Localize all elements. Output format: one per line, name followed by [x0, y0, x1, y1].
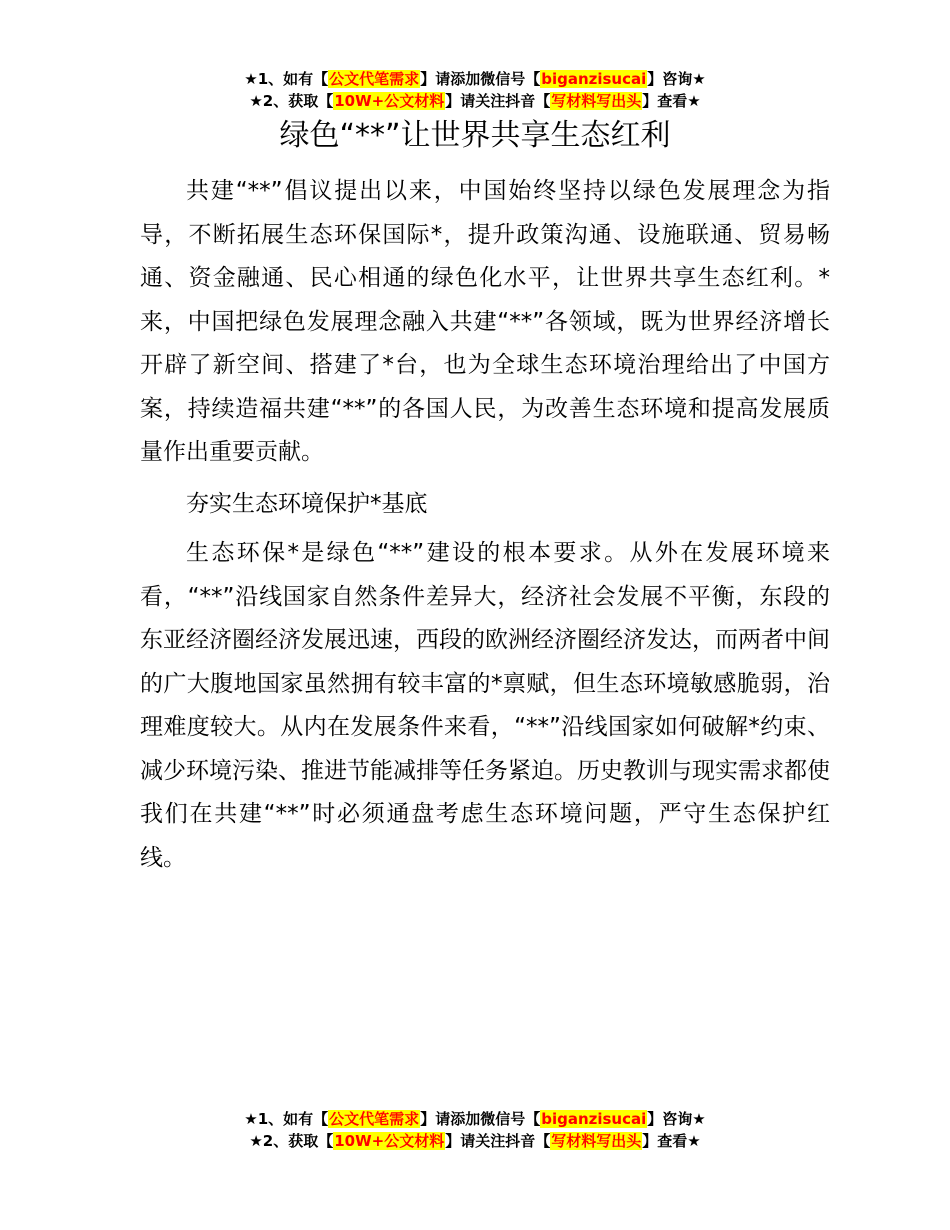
banner-line-2	[0, 90, 950, 112]
highlight-text: biganzisucai	[541, 1110, 647, 1128]
highlight-text: 公文代笔需求	[329, 70, 420, 88]
highlight-text: 写材料写出头	[551, 92, 642, 110]
banner-text: ★1、如有【	[244, 70, 329, 88]
banner-line-1	[0, 1108, 950, 1130]
banner-line-2	[0, 1130, 950, 1152]
footer-banner	[0, 1108, 950, 1152]
banner-text: 】请添加微信号【	[420, 1110, 541, 1128]
banner-text: 】请关注抖音【	[445, 92, 551, 110]
highlight-text: 10W+公文材料	[334, 92, 445, 110]
banner-text: 】查看★	[642, 92, 701, 110]
highlight-text: 公文代笔需求	[329, 1110, 420, 1128]
banner-text: ★1、如有【	[244, 1110, 329, 1128]
highlight-text: 写材料写出头	[551, 1132, 642, 1150]
banner-text: 】咨询★	[647, 70, 706, 88]
banner-text: ★2、获取【	[249, 1132, 334, 1150]
header-banner	[0, 68, 950, 112]
banner-line-1	[0, 68, 950, 90]
banner-text: 】请添加微信号【	[420, 70, 541, 88]
paragraph: 共建“**”倡议提出以来，中国始终坚持以绿色发展理念为指导，不断拓展生态环保国际*，提升政策沟通、设施联通、贸易畅通、资金融通、民心相通的绿色化水平，让世界共享生态红利。*来，中国把绿色发展理念融入共建“**”各领域，既为世界经济增长开辟了新空间、搭建了*台，也为全球生态环境治理给出了中国方案，持续造福共建“**”的各国人民，为改善生态环境和提高发展质量作出重要贡献。	[140, 178, 830, 465]
paragraph: 生态环保*是绿色“**”建设的根本要求。从外在发展环境来看，“**”沿线国家自然条件差异大，经济社会发展不平衡，东段的东亚经济圈经济发展迅速，西段的欧洲经济圈经济发达，而两者中间的广大腹地国家虽然拥有较丰富的*禀赋，但生态环境敏感脆弱，治理难度较大。从内在发展条件来看，“**”沿线国家如何破解*约束、减少环境污染、推进节能减排等任务紧迫。历史教训与现实需求都使我们在共建“**”时必须通盘考虑生态环境问题，严守生态保护红线。	[140, 540, 830, 871]
section-heading: 夯实生态环境保护*基底	[186, 490, 428, 517]
banner-text: 】请关注抖音【	[445, 1132, 551, 1150]
document-title: 绿色“**”让世界共享生态红利	[279, 118, 671, 153]
highlight-text: 10W+公文材料	[334, 1132, 445, 1150]
highlight-text: biganzisucai	[541, 70, 647, 88]
document-body	[140, 170, 830, 880]
banner-text: ★2、获取【	[249, 92, 334, 110]
banner-text: 】咨询★	[647, 1110, 706, 1128]
banner-text: 】查看★	[642, 1132, 701, 1150]
